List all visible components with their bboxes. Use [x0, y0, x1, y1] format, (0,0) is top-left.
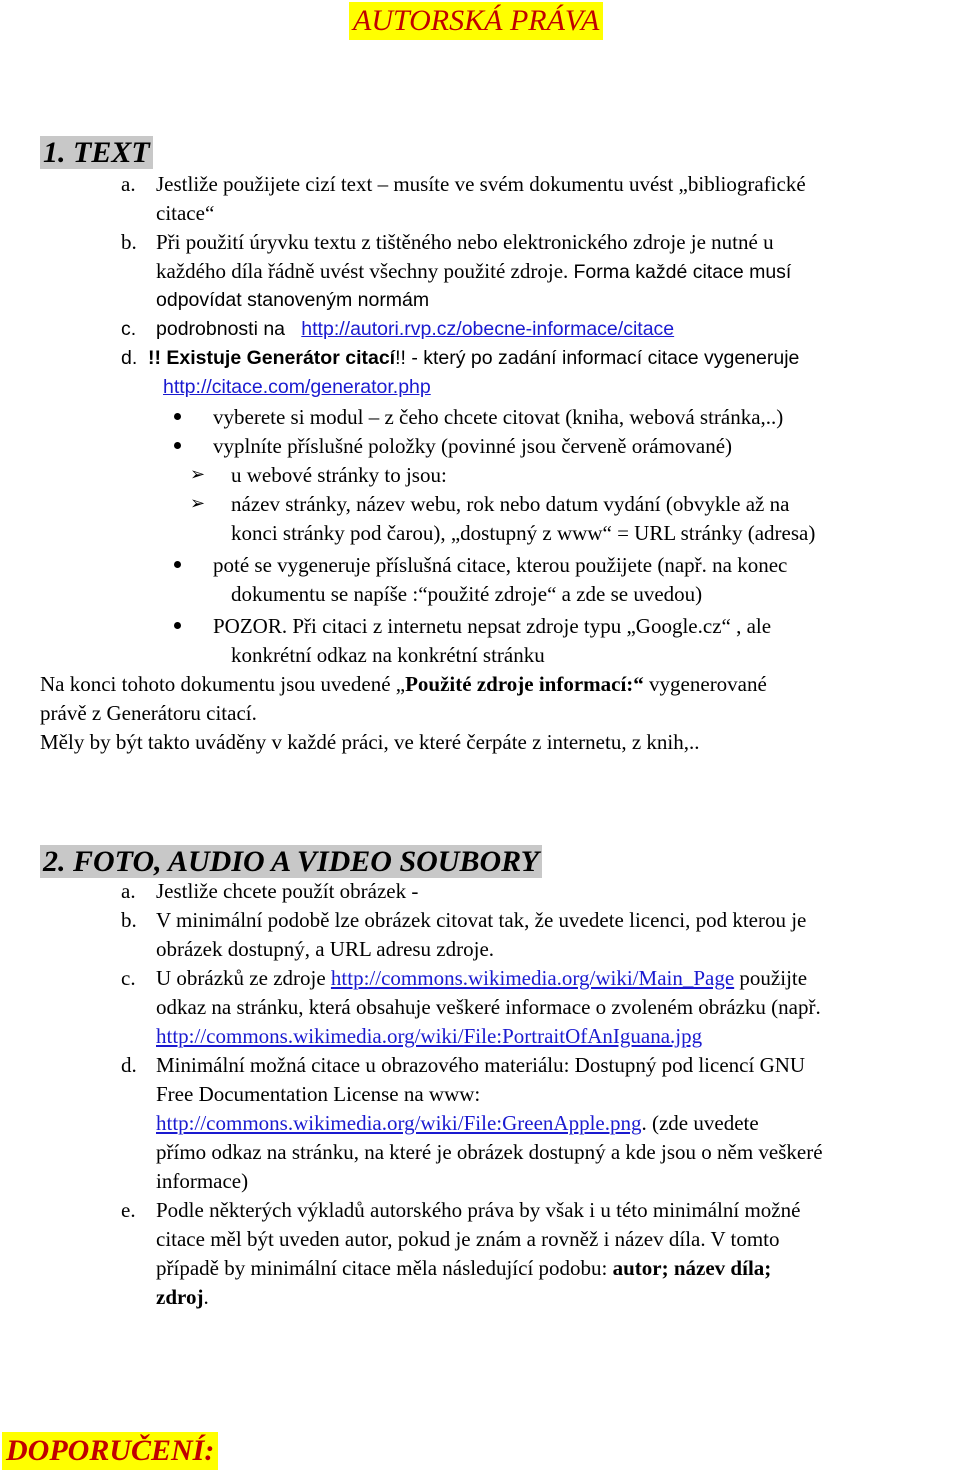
arrow-2-line1: název stránky, název webu, rok nebo datum vydání (obvykle až na: [231, 492, 790, 516]
item-d-line4: přímo odkaz na stránku, na které je obrázek dostupný a kde jsou o něm veškeré: [156, 1140, 823, 1164]
item-a-line1: Jestliže použijete cizí text – musíte ve svém dokumentu uvést „bibliografické: [156, 172, 806, 196]
item-marker: d.: [121, 1053, 137, 1077]
bullet-icon: [174, 622, 181, 629]
section-1-heading: 1. TEXT: [40, 135, 153, 171]
item-a-text: Jestliže chcete použít obrázek -: [156, 879, 419, 903]
bullet-4-line1: POZOR. Při citaci z internetu nepsat zdroje typu „Google.cz“ , ale: [213, 614, 772, 638]
bullet-1-text: vyberete si modul – z čeho chcete citovat (kniha, webová stránka,..): [213, 405, 784, 429]
item-marker: c.: [121, 966, 136, 990]
iguana-link-row: [156, 1022, 702, 1050]
item-b-line1: Při použití úryvku textu z tištěného nebo elektronického zdroje je nutné u: [156, 230, 774, 254]
arrow-2-line2: konci stránky pod čarou), „dostupný z www“ = URL stránky (adresa): [231, 521, 816, 545]
recommendation-heading: DOPORUČENÍ:: [2, 1432, 218, 1470]
paragraph-2: Měly by být takto uváděny v každé práci, ve které čerpáte z internetu, z knih,..: [40, 730, 700, 754]
item-e-line3: případě by minimální citace měla následující podobu: autor; název díla;: [156, 1256, 772, 1280]
green-apple-link[interactable]: http://commons.wikimedia.org/wiki/File:GreenApple.png: [156, 1111, 642, 1135]
item-marker: c.: [121, 318, 137, 340]
item-d-line1: !! Existuje Generátor citací!! - který po zadání informací citace vygeneruje: [148, 347, 800, 369]
item-b-line2: obrázek dostupný, a URL adresu zdroje.: [156, 937, 495, 961]
item-e-line2: citace měl být uveden autor, pokud je znám a rovněž i název díla. V tomto: [156, 1227, 780, 1251]
item-e-line4: zdroj.: [156, 1285, 209, 1309]
item-d-line1: Minimální možná citace u obrazového materiálu: Dostupný pod licencí GNU: [156, 1053, 806, 1077]
bullet-icon: [174, 442, 181, 449]
item-marker: a.: [121, 879, 136, 903]
section-2-heading: 2. FOTO, AUDIO A VIDEO SOUBORY: [40, 844, 542, 880]
bullet-3-line1: poté se vygeneruje příslušná citace, kterou použijete (např. na konec: [213, 553, 788, 577]
item-d-line5: informace): [156, 1169, 249, 1193]
paragraph-1-line1: Na konci tohoto dokumentu jsou uvedené „Použité zdroje informací:“ vygenerované: [40, 672, 767, 696]
item-b-line3: odpovídat stanoveným normám: [156, 289, 430, 311]
commons-main-page-link[interactable]: http://commons.wikimedia.org/wiki/Main_Page: [330, 966, 735, 990]
iguana-image-link[interactable]: http://commons.wikimedia.org/wiki/File:PortraitOfAnIguana.jpg: [156, 1024, 703, 1048]
item-marker: b.: [121, 230, 137, 254]
citace-generator-link[interactable]: http://citace.com/generator.php: [163, 376, 431, 398]
item-c-line: podrobnosti na http://autori.rvp.cz/obecne-informace/citace: [156, 318, 675, 340]
paragraph-1-line2: právě z Generátoru citací.: [40, 701, 257, 725]
item-marker: a.: [121, 172, 136, 196]
item-marker: e.: [121, 1198, 136, 1222]
item-e-line1: Podle některých výkladů autorského práva by však i u této minimální možné: [156, 1198, 801, 1222]
bullet-2-text: vyplníte příslušné položky (povinné jsou červeně orámované): [213, 434, 733, 458]
item-c-line2: odkaz na stránku, která obsahuje veškeré informace o zvoleném obrázku (např.: [156, 995, 821, 1019]
item-d-line2: Free Documentation License na www:: [156, 1082, 481, 1106]
item-b-line1: V minimální podobě lze obrázek citovat tak, že uvedete licenci, pod kterou je: [156, 908, 807, 932]
arrow-bullet-icon: ➢: [190, 464, 206, 485]
arrow-1-text: u webové stránky to jsou:: [231, 463, 447, 487]
arrow-bullet-icon: ➢: [190, 493, 206, 514]
bullet-4-line2: konkrétní odkaz na konkrétní stránku: [231, 643, 545, 667]
item-marker: d.: [121, 347, 138, 369]
item-d-line3: http://commons.wikimedia.org/wiki/File:GreenApple.png. (zde uvedete: [156, 1111, 759, 1135]
item-a-line2: citace“: [156, 201, 215, 225]
bullet-icon: [174, 561, 181, 568]
bullet-icon: [174, 413, 181, 420]
item-c-line1: U obrázků ze zdroje http://commons.wikimedia.org/wiki/Main_Page použijte: [156, 966, 808, 990]
bullet-3-line2: dokumentu se napíše :“použité zdroje“ a zde se uvedou): [231, 582, 703, 606]
autori-rvp-link[interactable]: http://autori.rvp.cz/obecne-informace/citace: [301, 318, 675, 340]
item-marker: b.: [121, 908, 137, 932]
item-b-line2: každého díla řádně uvést všechny použité zdroje. Forma každé citace musí: [156, 259, 792, 283]
document-title: AUTORSKÁ PRÁVA: [349, 2, 603, 40]
